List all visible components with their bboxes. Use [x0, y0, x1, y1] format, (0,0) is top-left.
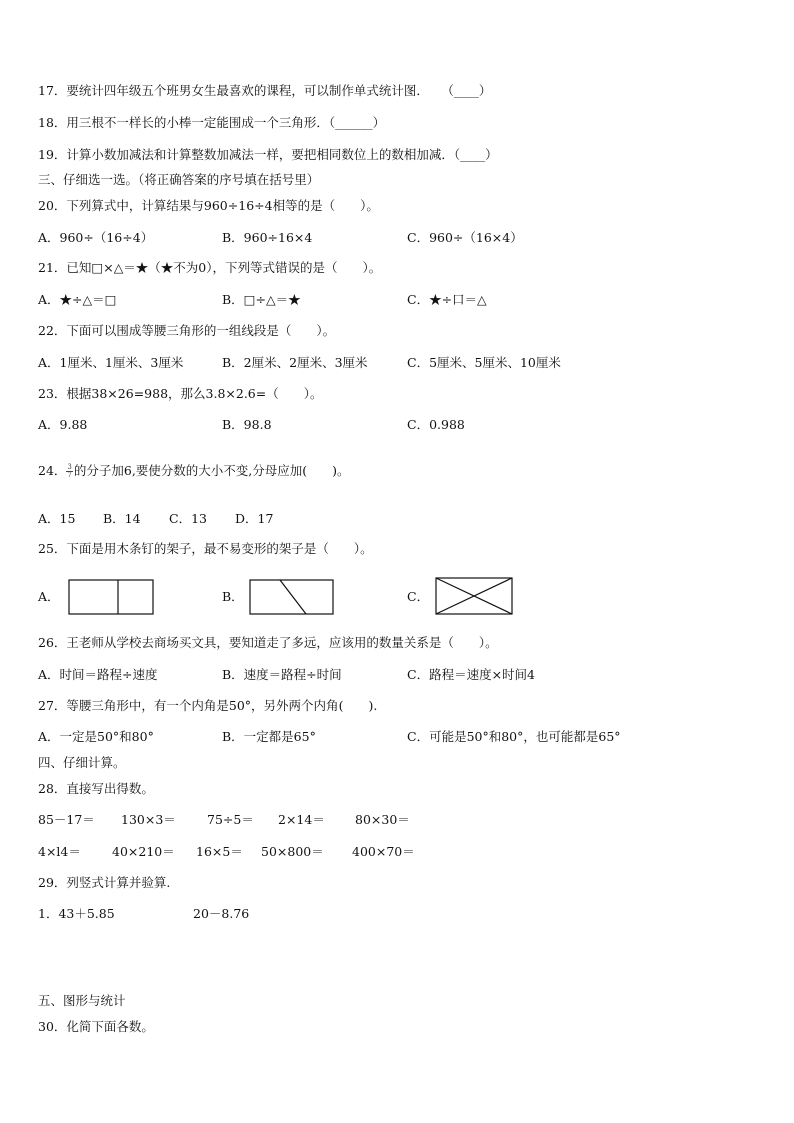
q29-item-2: 20－8.76 — [193, 906, 250, 921]
q25-frame-c — [435, 577, 513, 615]
question-29: 29．列竖式计算并验算. — [38, 875, 171, 890]
q20-option-b: B．960÷16×4 — [222, 230, 313, 245]
q24-number: 24． — [38, 463, 67, 478]
q24-option-a: A．15 — [38, 511, 76, 526]
q25-frame-b — [249, 579, 334, 615]
q27-option-b: B．一定都是65° — [222, 729, 316, 744]
q25-option-b-label: B． — [222, 589, 244, 604]
section-5-heading: 五、图形与统计 — [38, 993, 126, 1008]
question-25: 25．下面是用木条钉的架子，最不易变形的架子是（ ）。 — [38, 541, 373, 556]
q22-option-a: A．1厘米、1厘米、3厘米 — [38, 355, 184, 370]
q25-frame-a — [68, 579, 154, 615]
q23-option-b: B．98.8 — [222, 417, 272, 432]
q28-r1-item-5: 80×30＝ — [355, 812, 410, 827]
question-24 — [38, 462, 350, 480]
section-3-heading: 三、仔细选一选。（将正确答案的序号填在括号里） — [38, 172, 320, 187]
q23-option-c: C．0.988 — [407, 417, 465, 432]
q21-option-b: B．□÷△＝★ — [222, 292, 301, 307]
question-21: 21．已知□×△＝★（★不为0），下列等式错误的是（ ）。 — [38, 260, 382, 275]
q25-option-c-label: C． — [407, 589, 430, 604]
q24-fraction — [66, 464, 72, 479]
q28-r1-item-4: 2×14＝ — [278, 812, 325, 827]
q24-text: 的分子加6,要使分数的大小不变,分母应加( )。 — [73, 463, 350, 478]
q20-option-a: A．960÷（16÷4） — [38, 230, 154, 245]
question-18: 18．用三根不一样长的小棒一定能围成一个三角形．（______） — [38, 115, 386, 130]
q28-r2-item-2: 40×210＝ — [112, 844, 175, 859]
question-17: 17．要统计四年级五个班男女生最喜欢的课程，可以制作单式统计图． （____） — [38, 83, 492, 98]
q28-r2-item-4: 50×800＝ — [261, 844, 324, 859]
q26-option-a: A．时间＝路程÷速度 — [38, 667, 158, 682]
section-4-heading: 四、仔细计算。 — [38, 755, 126, 770]
question-19: 19．计算小数加减法和计算整数加减法一样，要把相同数位上的数相加减．（____） — [38, 147, 498, 162]
q23-option-a: A．9.88 — [38, 417, 88, 432]
question-20: 20．下列算式中，计算结果与960÷16÷4相等的是（ ）。 — [38, 198, 379, 213]
question-28: 28．直接写出得数。 — [38, 781, 154, 796]
q28-r2-item-3: 16×5＝ — [196, 844, 243, 859]
q29-item-1: 1．43＋5.85 — [38, 906, 115, 921]
q24-fraction-denominator: 7 — [67, 471, 72, 479]
q25-option-a-label: A． — [38, 589, 60, 604]
q27-option-c: C．可能是50°和80°，也可能都是65° — [407, 729, 621, 744]
q22-option-b: B．2厘米、2厘米、3厘米 — [222, 355, 368, 370]
q28-r1-item-1: 85－17＝ — [38, 812, 95, 827]
q24-option-d: D．17 — [235, 511, 274, 526]
question-27: 27．等腰三角形中，有一个内角是50°，另外两个内角( ). — [38, 698, 378, 713]
q21-option-c: C．★÷口＝△ — [407, 292, 487, 307]
question-23: 23．根据38×26=988，那么3.8×2.6=（ ）。 — [38, 386, 323, 401]
q28-r2-item-1: 4×l4＝ — [38, 844, 81, 859]
q22-option-c: C．5厘米、5厘米、10厘米 — [407, 355, 561, 370]
question-22: 22．下面可以围成等腰三角形的一组线段是（ ）。 — [38, 323, 336, 338]
q28-r1-item-2: 130×3＝ — [121, 812, 176, 827]
q24-option-c: C．13 — [169, 511, 207, 526]
question-26: 26．王老师从学校去商场买文具，要知道走了多远，应该用的数量关系是（ ）。 — [38, 635, 498, 650]
q28-r1-item-3: 75÷5＝ — [207, 812, 254, 827]
question-30: 30．化简下面各数。 — [38, 1019, 154, 1034]
q21-option-a: A．★÷△＝□ — [38, 292, 117, 307]
q27-option-a: A．一定是50°和80° — [38, 729, 154, 744]
q26-option-c: C．路程＝速度×时间4 — [407, 667, 535, 682]
q24-option-b: B．14 — [103, 511, 141, 526]
q24-fraction-numerator: 3 — [67, 463, 72, 471]
q26-option-b: B．速度＝路程÷时间 — [222, 667, 342, 682]
q28-r2-item-5: 400×70＝ — [352, 844, 415, 859]
q20-option-c: C．960÷（16×4） — [407, 230, 523, 245]
